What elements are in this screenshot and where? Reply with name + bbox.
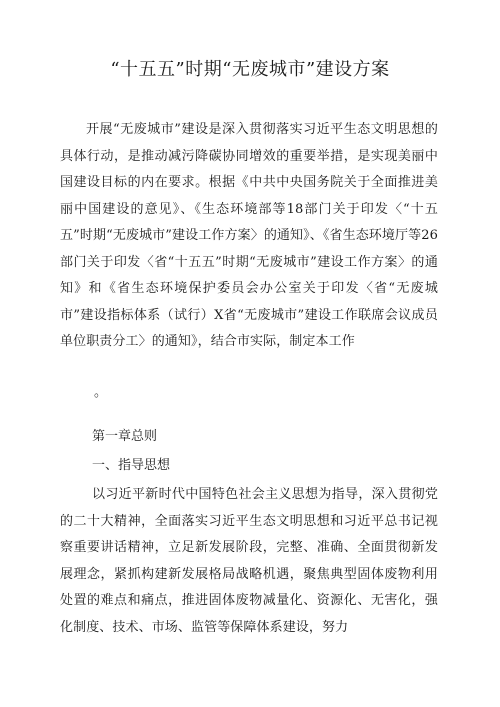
stray-punctuation: 。 — [94, 385, 108, 400]
guiding-paragraph: 以习近平新时代中国特色社会主义思想为指导，深入贯彻党的二十大精神，全面落实习近平生态文明思想和习近平总书记视察重要讲话精神，立足新发展阶段，完整、准确、全面贯彻新发展理念，紧抓构建新发展格局战略机遇，聚焦典型固体废物利用处置的难点和痛点，推进固体废物减量化、资源化、无害化，强化制度、技术、市场、监管等保障体系建设，努力 — [60, 487, 438, 635]
chapter-heading: 第一章总则 — [92, 429, 158, 444]
intro-paragraph: 开展“无废城市”建设是深入贯彻落实习近平生态文明思想的具体行动，是推动减污降碳协同增效的重要举措，是实现美丽中国建设目标的内在要求。根据《中共中央国务院关于全面推进美丽中国建设的意见》、《生态环境部等18部门关于印发〈“十五五”时期“无废城市”建设工作方案〉的通知》、《省生态环境厅等26部门关于印发〈省“十五五”时期“无废城市”建设工作方案〉的通知》和《省生态环境保护委员会办公室关于印发〈省“无废城市”建设指标体系（试行）X省“无废城市”建设工作联席会议成员单位职责分工〉的通知》，结合市实际，制定本工作 — [60, 122, 438, 349]
document-title: “十五五”时期“无废城市”建设方案 — [110, 59, 390, 80]
section-heading: 一、指导思想 — [92, 458, 171, 473]
